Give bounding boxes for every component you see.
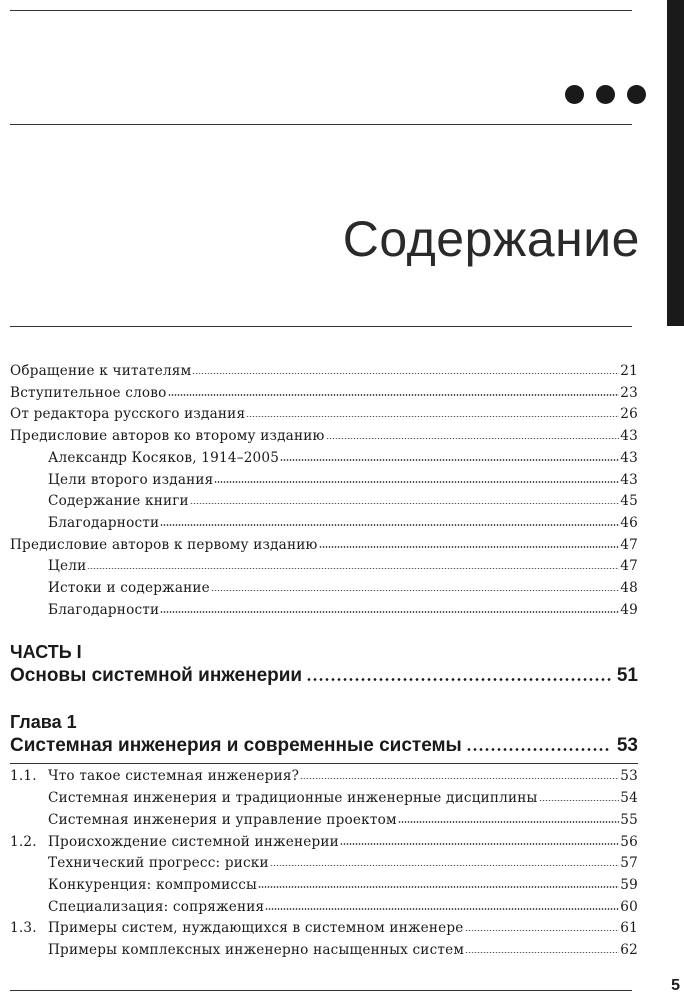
ornament-dots (565, 85, 646, 104)
dot-leader (300, 770, 619, 780)
dot-leader (340, 836, 619, 846)
toc-entry-page: 49 (620, 601, 638, 618)
toc-entry-label: Содержание книги (48, 493, 189, 510)
dot-leader (326, 430, 620, 440)
toc-entry-page: 56 (620, 833, 638, 850)
dot-leader (306, 669, 611, 681)
toc-entry-page: 59 (620, 876, 638, 893)
toc-entry-page: 46 (620, 514, 638, 531)
toc-entry-page: 45 (620, 493, 638, 510)
dot-leader (270, 857, 620, 867)
toc-entry[interactable] (10, 940, 638, 962)
toc-entry-label: Специализация: сопряжения (48, 898, 265, 915)
toc-entry-label: Цели второго издания (48, 471, 214, 488)
toc-entry-label: Технический прогресс: риски (48, 855, 269, 872)
dot-leader (539, 792, 620, 802)
toc-entry[interactable] (10, 600, 638, 622)
toc-entry-page: 57 (620, 855, 638, 872)
bottom-rule (10, 990, 632, 991)
toc-entry-label: Примеры систем, нуждающихся в системном инженере (48, 920, 464, 937)
dot-leader (160, 604, 619, 614)
dot-leader (465, 922, 620, 932)
toc-entry[interactable] (10, 491, 638, 513)
toc-entry-page: 47 (620, 558, 638, 575)
toc-entry-label: Цели (48, 558, 87, 575)
section-number: 1.2. (10, 833, 37, 850)
dot-leader (398, 814, 620, 824)
toc-entry-label: Истоки и содержание (48, 580, 210, 597)
toc-entry-label: Конкуренция: компромиссы (48, 876, 258, 893)
part-title: Основы системной инженерии (10, 665, 303, 687)
dot-leader (246, 408, 619, 418)
toc-entry-label: Примеры комплексных инженерно насыщенных систем (48, 942, 465, 959)
chapter-label: Глава 1 (10, 712, 77, 733)
toc-entry[interactable] (10, 404, 638, 426)
ornament-dot (627, 85, 646, 104)
toc-entry-label: Системная инженерия и традиционные инженерные дисциплины (48, 790, 538, 807)
toc-entry-label: Происхождение системной инженерии (48, 833, 339, 850)
toc-entry[interactable] (10, 918, 638, 940)
toc-entry[interactable] (10, 853, 638, 875)
dot-leader (465, 944, 619, 954)
toc-entry-page: 54 (620, 790, 638, 807)
top-rule (10, 10, 632, 11)
toc-entry-page: 21 (620, 363, 638, 379)
toc-entry-page: 43 (620, 471, 638, 488)
toc-entry-page: 48 (620, 580, 638, 597)
dot-leader (87, 560, 619, 570)
toc-entry-page: 61 (620, 920, 638, 937)
toc-entry-label: Александр Косяков, 1914–2005 (48, 449, 280, 466)
toc-entry[interactable] (10, 361, 638, 383)
toc-entry[interactable] (10, 788, 638, 810)
chapter-entry[interactable] (10, 733, 638, 759)
lower-rule (10, 326, 632, 327)
dot-leader (265, 901, 619, 911)
toc-entry[interactable] (10, 535, 638, 557)
dot-leader (160, 517, 619, 527)
toc-entry[interactable] (10, 513, 638, 535)
toc-entry-label: Вступительное слово (10, 384, 167, 401)
toc-entry-page: 26 (620, 406, 638, 423)
section-number: 1.3. (10, 920, 37, 937)
toc-entry[interactable] (10, 810, 638, 832)
part-entry[interactable] (10, 663, 638, 689)
toc-entry-page: 62 (620, 942, 638, 959)
toc-entry-label: Предисловие авторов к первому изданию (10, 536, 318, 553)
toc-entry[interactable] (10, 766, 638, 788)
toc-entry-page: 55 (620, 811, 638, 828)
chapter-thumb-tab (667, 0, 684, 326)
toc-entry[interactable] (10, 832, 638, 854)
page-title: Содержание (342, 211, 640, 267)
toc-entry[interactable] (10, 383, 638, 405)
toc-entry[interactable] (10, 897, 638, 919)
ornament-dot (596, 85, 615, 104)
dot-leader (319, 539, 620, 549)
dot-leader (211, 582, 619, 592)
chapter-entry-list (10, 766, 638, 961)
toc-entry-label: От редактора русского издания (10, 406, 246, 423)
toc-entry-page: 23 (620, 384, 638, 401)
part-label: ЧАСТЬ I (10, 642, 82, 663)
upper-rule (10, 124, 632, 125)
chapter-divider (10, 763, 638, 764)
toc-entry-page: 47 (620, 536, 638, 553)
front-matter-list (10, 361, 638, 621)
toc-entry-label: Системная инженерия и управление проектом (48, 811, 397, 828)
toc-entry-label: Что такое системная инженерия? (48, 768, 300, 785)
section-number: 1.1. (10, 768, 37, 785)
toc-entry[interactable] (10, 470, 638, 492)
toc-entry-label: Обращение к читателям (10, 363, 192, 379)
table-of-contents (10, 361, 638, 962)
toc-entry[interactable] (10, 578, 638, 600)
dot-leader (192, 365, 619, 375)
toc-entry-page: 60 (620, 898, 638, 915)
dot-leader (190, 495, 620, 505)
toc-entry[interactable] (10, 448, 638, 470)
dot-leader (168, 387, 620, 397)
toc-entry[interactable] (10, 875, 638, 897)
toc-entry-label: Предисловие авторов ко второму изданию (10, 428, 325, 445)
toc-entry[interactable] (10, 426, 638, 448)
toc-entry-page: 53 (620, 768, 638, 785)
toc-entry-label: Благодарности (48, 514, 160, 531)
toc-entry-page: 43 (620, 449, 638, 466)
ornament-dot (565, 85, 584, 104)
toc-entry-label: Благодарности (48, 601, 160, 618)
toc-entry-page: 43 (620, 428, 638, 445)
chapter-title: Системная инженерия и современные системы (10, 735, 462, 757)
dot-leader (280, 452, 619, 462)
dot-leader (214, 474, 619, 484)
dot-leader (258, 879, 619, 889)
toc-entry[interactable] (10, 556, 638, 578)
dot-leader (466, 739, 611, 751)
part-page: 51 (616, 665, 638, 687)
page-number: 5 (671, 977, 680, 994)
chapter-page: 53 (616, 735, 638, 757)
